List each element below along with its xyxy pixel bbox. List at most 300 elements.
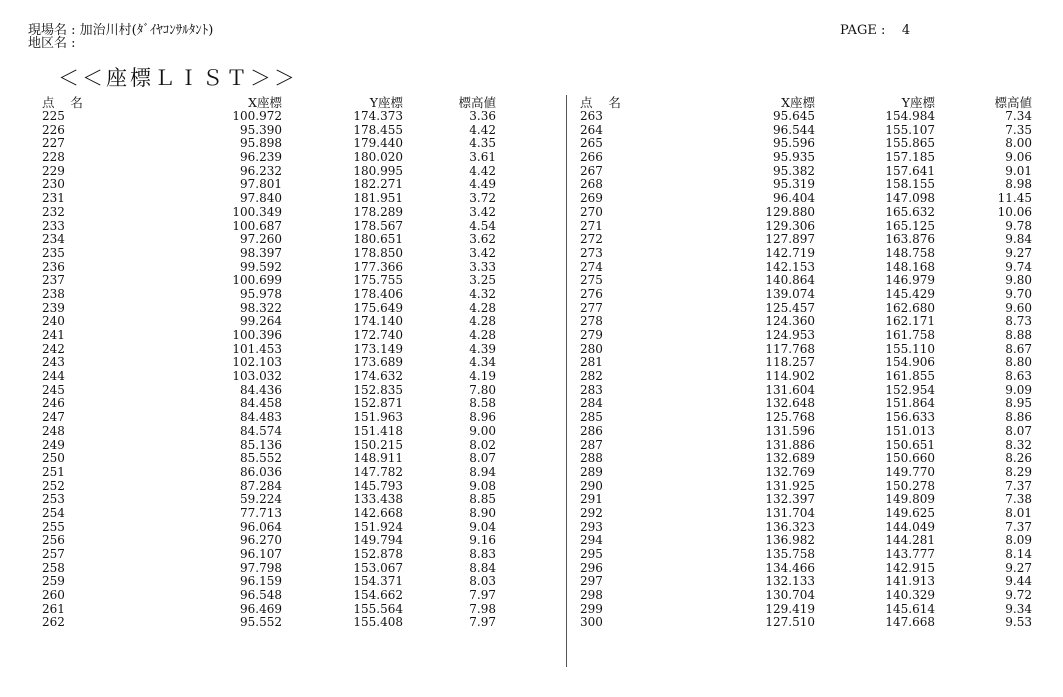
elevation-cell: 8.58 [469,396,496,411]
point-name-cell: 272 [580,232,603,247]
x-cell: 132.648 [765,396,815,411]
point-name-cell: 298 [580,588,603,603]
x-cell: 131.604 [765,382,815,397]
y-cell: 144.049 [885,519,935,534]
table-row [537,588,1032,603]
page-number: PAGE : 4 [840,23,911,38]
table-row [537,437,1032,453]
point-name-cell: 240 [42,314,65,329]
y-cell: 148.758 [885,245,935,260]
x-cell: 130.704 [765,588,815,603]
table-row [537,232,1032,247]
point-name-cell: 260 [42,588,65,603]
y-cell: 150.660 [885,451,935,466]
table-row [537,410,1032,425]
right-coordinate-table [537,95,1032,630]
y-cell: 144.281 [885,533,935,548]
y-cell: 157.641 [885,163,935,178]
point-name-cell: 230 [42,177,65,192]
x-cell: 95.978 [240,286,282,301]
point-name-cell: 290 [580,478,603,493]
point-name-cell: 249 [42,437,65,452]
point-name-cell: 258 [42,560,65,575]
y-cell: 147.782 [353,464,403,479]
x-cell: 95.319 [773,177,815,192]
x-cell: 125.457 [765,300,815,315]
elevation-cell: 7.98 [469,601,496,616]
point-name-cell: 265 [580,136,603,151]
y-cell: 150.215 [353,437,403,452]
x-cell: 99.264 [240,314,282,329]
y-cell: 162.680 [885,300,935,315]
point-name-cell: 277 [580,300,603,315]
y-cell: 150.278 [885,478,935,493]
y-cell: 180.651 [353,232,403,247]
point-name-cell: 228 [42,150,65,165]
point-name-cell: 247 [42,410,65,425]
table-row [0,177,496,192]
point-name-cell: 237 [42,273,65,288]
x-cell: 102.103 [232,355,282,370]
table-row [0,464,496,480]
y-cell: 155.564 [353,601,403,616]
table-row [0,369,496,384]
x-cell: 84.574 [240,423,282,438]
y-cell: 154.906 [885,355,935,370]
table-row [537,109,1032,124]
table-row [0,122,496,138]
table-row [537,423,1032,439]
y-cell: 182.271 [353,177,403,192]
elevation-cell: 3.61 [469,150,496,165]
elevation-cell: 9.01 [1005,163,1032,178]
x-cell: 95.645 [773,109,815,123]
point-name-cell: 231 [42,191,65,206]
elevation-cell: 4.32 [469,286,496,301]
point-name-cell: 297 [580,574,603,589]
table-row [0,163,496,179]
table-row [0,437,496,453]
y-cell: 180.995 [353,163,403,178]
y-cell: 133.438 [353,492,403,507]
point-name-cell: 229 [42,163,65,178]
elevation-cell: 9.16 [469,533,496,548]
point-name-cell: 288 [580,451,603,466]
elevation-cell: 3.62 [469,232,496,247]
y-cell: 148.911 [353,451,403,466]
y-cell: 151.864 [885,396,935,411]
table-body [537,109,1032,630]
y-cell: 179.440 [353,136,403,151]
x-cell: 95.552 [240,615,282,630]
x-cell: 124.360 [765,314,815,329]
x-cell: 131.596 [765,423,815,438]
elevation-cell: 9.27 [1005,560,1032,575]
point-name-cell: 261 [42,601,65,616]
table-row [537,396,1032,411]
x-cell: 97.801 [240,177,282,192]
header-y: Y座標 [369,95,403,110]
point-name-cell: 256 [42,533,65,548]
point-name-cell: 259 [42,574,65,589]
point-name-cell: 274 [580,259,603,274]
x-cell: 100.396 [232,328,282,342]
y-cell: 152.878 [353,547,403,561]
table-row [0,547,496,562]
left-coordinate-table [0,95,496,630]
elevation-cell: 7.97 [469,615,496,630]
y-cell: 157.185 [885,150,935,165]
elevation-cell: 8.00 [1005,136,1032,151]
elevation-cell: 4.28 [469,328,496,342]
point-name-cell: 244 [42,369,65,384]
y-cell: 155.865 [885,136,935,151]
y-cell: 142.668 [353,505,403,520]
x-cell: 96.404 [773,191,815,206]
point-name-cell: 283 [580,382,603,397]
y-cell: 145.614 [885,601,935,616]
elevation-cell: 8.98 [1005,177,1032,192]
table-row [0,150,496,165]
table-row [0,232,496,247]
y-cell: 156.633 [885,410,935,425]
table-row [537,560,1032,576]
elevation-cell: 8.96 [469,410,496,425]
y-cell: 177.366 [353,259,403,274]
x-cell: 131.886 [765,437,815,452]
x-cell: 132.689 [765,451,815,466]
point-name-cell: 276 [580,286,603,301]
point-name-cell: 246 [42,396,65,411]
y-cell: 150.651 [885,437,935,452]
y-cell: 174.373 [353,109,403,123]
point-name-cell: 252 [42,478,65,493]
elevation-cell: 8.95 [1005,396,1032,411]
x-cell: 132.133 [765,574,815,589]
table-row [0,588,496,603]
table-row [0,615,496,630]
header-x: X座標 [248,95,282,110]
header-point-name: 点 名 [42,95,83,110]
x-cell: 100.699 [232,273,282,288]
table-row [0,478,496,494]
y-cell: 151.963 [353,410,403,425]
point-name-cell: 236 [42,259,65,274]
elevation-cell: 4.39 [469,341,496,356]
y-cell: 178.455 [353,122,403,137]
page-title: ＜＜座標ＬＩＳＴ＞＞ [58,66,298,90]
point-name-cell: 225 [42,109,65,123]
y-cell: 151.418 [353,423,403,438]
point-name-cell: 239 [42,300,65,315]
table-row [0,601,496,617]
table-row [537,314,1032,329]
y-cell: 154.662 [353,588,403,603]
elevation-cell: 9.08 [469,478,496,493]
y-cell: 148.168 [885,259,935,274]
x-cell: 96.548 [240,588,282,603]
table-row [537,464,1032,480]
y-cell: 174.632 [353,369,403,384]
x-cell: 127.510 [765,615,815,630]
x-cell: 114.902 [765,369,815,384]
elevation-cell: 8.03 [469,574,496,589]
x-cell: 142.719 [765,245,815,260]
table-row [0,423,496,439]
y-cell: 142.915 [885,560,935,575]
table-row [537,273,1032,288]
table-row [537,286,1032,302]
elevation-cell: 7.80 [469,382,496,397]
point-name-cell: 300 [580,615,603,630]
elevation-cell: 8.84 [469,560,496,575]
elevation-cell: 9.34 [1005,601,1032,616]
table-row [537,547,1032,562]
elevation-cell: 7.97 [469,588,496,603]
elevation-cell: 8.07 [1005,423,1032,438]
point-name-cell: 251 [42,464,65,479]
point-name-cell: 292 [580,505,603,520]
x-cell: 96.159 [240,574,282,589]
x-cell: 103.032 [232,369,282,384]
elevation-cell: 8.26 [1005,451,1032,466]
area-name-label: 地区名 : [28,36,76,51]
x-cell: 135.758 [765,547,815,561]
table-row [0,355,496,370]
x-cell: 136.323 [765,519,815,534]
table-row [537,191,1032,206]
x-cell: 85.136 [240,437,282,452]
elevation-cell: 9.00 [469,423,496,438]
y-cell: 152.954 [885,382,935,397]
table-row [537,505,1032,521]
point-name-cell: 299 [580,601,603,616]
point-name-cell: 296 [580,560,603,575]
elevation-cell: 8.94 [469,464,496,479]
y-cell: 165.632 [885,204,935,219]
elevation-cell: 8.07 [469,451,496,466]
x-cell: 84.483 [240,410,282,425]
elevation-cell: 8.83 [469,547,496,561]
point-name-cell: 242 [42,341,65,356]
point-name-cell: 250 [42,451,65,466]
x-cell: 96.239 [240,150,282,165]
elevation-cell: 8.32 [1005,437,1032,452]
elevation-cell: 9.53 [1005,615,1032,630]
table-row [0,259,496,275]
y-cell: 149.794 [353,533,403,548]
elevation-cell: 9.06 [1005,150,1032,165]
header-elevation: 標高値 [458,95,496,110]
elevation-cell: 9.04 [469,519,496,534]
table-row [0,314,496,329]
table-row [0,410,496,425]
point-name-cell: 286 [580,423,603,438]
point-name-cell: 273 [580,245,603,260]
table-row [537,177,1032,192]
elevation-cell: 9.80 [1005,273,1032,288]
point-name-cell: 226 [42,122,65,137]
point-name-cell: 257 [42,547,65,561]
point-name-cell: 227 [42,136,65,151]
x-cell: 97.840 [240,191,282,206]
point-name-cell: 287 [580,437,603,452]
point-name-cell: 245 [42,382,65,397]
x-cell: 96.544 [773,122,815,137]
point-name-cell: 268 [580,177,603,192]
elevation-cell: 4.42 [469,163,496,178]
y-cell: 147.098 [885,191,935,206]
x-cell: 95.898 [240,136,282,151]
point-name-cell: 264 [580,122,603,137]
x-cell: 86.036 [240,464,282,479]
elevation-cell: 8.67 [1005,341,1032,356]
y-cell: 178.567 [353,218,403,233]
elevation-cell: 8.90 [469,505,496,520]
y-cell: 140.329 [885,588,935,603]
point-name-cell: 269 [580,191,603,206]
point-name-cell: 279 [580,328,603,342]
elevation-cell: 9.84 [1005,232,1032,247]
y-cell: 178.289 [353,204,403,219]
table-row [537,478,1032,494]
header-elevation: 標高値 [994,95,1032,110]
elevation-cell: 3.42 [469,245,496,260]
x-cell: 132.397 [765,492,815,507]
table-row [0,533,496,548]
point-name-cell: 255 [42,519,65,534]
table-header [0,95,496,110]
y-cell: 161.855 [885,369,935,384]
table-row [537,341,1032,357]
table-row [0,286,496,302]
y-cell: 161.758 [885,328,935,342]
table-header [537,95,1032,110]
elevation-cell: 8.29 [1005,464,1032,479]
x-cell: 59.224 [240,492,282,507]
point-name-cell: 235 [42,245,65,260]
table-row [537,533,1032,548]
table-row [537,163,1032,179]
point-name-cell: 241 [42,328,65,342]
elevation-cell: 10.06 [997,204,1032,219]
x-cell: 98.322 [240,300,282,315]
x-cell: 129.880 [765,204,815,219]
y-cell: 146.979 [885,273,935,288]
table-row [0,191,496,206]
point-name-cell: 263 [580,109,603,123]
x-cell: 129.419 [765,601,815,616]
point-name-cell: 281 [580,355,603,370]
table-row [0,396,496,411]
table-row [537,259,1032,275]
x-cell: 96.469 [240,601,282,616]
y-cell: 151.013 [885,423,935,438]
point-name-cell: 270 [580,204,603,219]
elevation-cell: 9.78 [1005,218,1032,233]
x-cell: 134.466 [765,560,815,575]
point-name-cell: 266 [580,150,603,165]
table-row [0,204,496,220]
table-row [537,122,1032,138]
point-name-cell: 248 [42,423,65,438]
elevation-cell: 8.85 [469,492,496,507]
table-row [537,369,1032,384]
x-cell: 97.260 [240,232,282,247]
y-cell: 158.155 [885,177,935,192]
y-cell: 173.689 [353,355,403,370]
column-divider [566,95,567,667]
point-name-cell: 233 [42,218,65,233]
x-cell: 96.232 [240,163,282,178]
elevation-cell: 7.37 [1005,478,1032,493]
elevation-cell: 8.73 [1005,314,1032,329]
elevation-cell: 3.33 [469,259,496,274]
y-cell: 162.171 [885,314,935,329]
y-cell: 147.668 [885,615,935,630]
elevation-cell: 8.86 [1005,410,1032,425]
x-cell: 142.153 [765,259,815,274]
header-y: Y座標 [901,95,935,110]
x-cell: 127.897 [765,232,815,247]
x-cell: 97.798 [240,560,282,575]
x-cell: 95.596 [773,136,815,151]
x-cell: 132.769 [765,464,815,479]
elevation-cell: 8.63 [1005,369,1032,384]
elevation-cell: 7.35 [1005,122,1032,137]
table-row [0,328,496,343]
table-row [537,601,1032,617]
y-cell: 149.809 [885,492,935,507]
elevation-cell: 9.09 [1005,382,1032,397]
x-cell: 100.972 [232,109,282,123]
table-row [537,355,1032,370]
x-cell: 95.935 [773,150,815,165]
table-row [537,615,1032,630]
y-cell: 174.140 [353,314,403,329]
point-name-cell: 253 [42,492,65,507]
point-name-cell: 294 [580,533,603,548]
x-cell: 101.453 [232,341,282,356]
y-cell: 155.110 [885,341,935,356]
x-cell: 84.458 [240,396,282,411]
y-cell: 155.408 [353,615,403,630]
table-row [0,300,496,316]
x-cell: 85.552 [240,451,282,466]
x-cell: 87.284 [240,478,282,493]
elevation-cell: 9.27 [1005,245,1032,260]
x-cell: 117.768 [765,341,815,356]
table-body [0,109,496,630]
point-name-cell: 293 [580,519,603,534]
point-name-cell: 285 [580,410,603,425]
elevation-cell: 3.36 [469,109,496,123]
y-cell: 145.429 [885,286,935,301]
elevation-cell: 7.37 [1005,519,1032,534]
point-name-cell: 234 [42,232,65,247]
y-cell: 165.125 [885,218,935,233]
elevation-cell: 4.35 [469,136,496,151]
x-cell: 131.704 [765,505,815,520]
x-cell: 136.982 [765,533,815,548]
table-row [537,451,1032,466]
y-cell: 180.020 [353,150,403,165]
x-cell: 95.382 [773,163,815,178]
x-cell: 100.687 [232,218,282,233]
y-cell: 152.871 [353,396,403,411]
y-cell: 149.770 [885,464,935,479]
elevation-cell: 8.09 [1005,533,1032,548]
